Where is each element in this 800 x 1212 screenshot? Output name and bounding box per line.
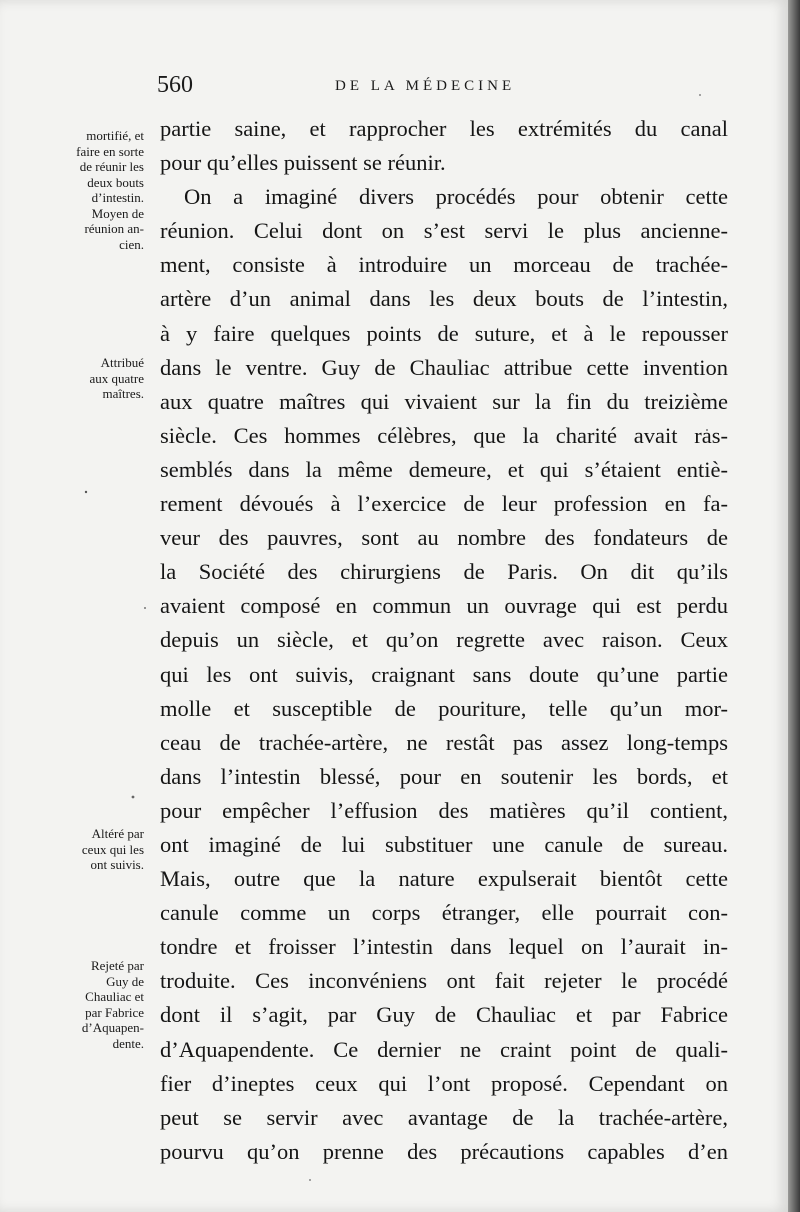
text-line: siècle. Ces hommes célèbres, que la charité avait ras- [160,422,728,448]
margin-note-line: Chauliac et [85,989,144,1004]
margin-note-line: d’Aquapen- [81,1020,144,1035]
text-line: dans l’intestin blessé, pour en soutenir les bords, et [160,763,728,789]
text-line: aux quatre maîtres qui vivaient sur la fin du treizième [160,388,728,414]
text-line: dont il s’agit, par Guy de Chauliac et par Fabrice [160,1002,728,1028]
text-line: veur des pauvres, sont au nombre des fondateurs de [160,525,728,551]
margin-note-line: aux quatre [89,370,144,386]
page-number: 560 [157,72,193,98]
text-line: rement dévoués à l’exercice de leur profession en fa- [160,491,728,517]
margin-note-line: mortifié, et [86,128,144,143]
text-line: fier d’ineptes ceux qui l’ont proposé. Cependant on [160,1070,728,1096]
text-line: canule comme un corps étranger, elle pourrait con- [160,900,728,926]
margin-note-rejete [26,958,144,1051]
margin-note-altere [26,826,144,873]
margin-note-line: Altéré par [91,826,144,841]
text-line: ont imaginé de lui substituer une canule de sureau. [160,831,728,857]
text-line: troduite. Ces inconvéniens ont fait rejeter le procédé [160,968,728,994]
margin-note-line: de réunir les [79,159,144,174]
margin-note-line: deux bouts [87,174,144,190]
margin-note-line: Moyen de [91,205,144,221]
body-text [160,112,728,1169]
margin-note-attribue [26,355,144,402]
text-line: pour empêcher l’effusion des matières qu’il contient, [160,797,728,823]
text-line: artère d’un animal dans les deux bouts de l’intestin, [160,286,728,312]
text-line: depuis un siècle, et qu’on regrette avec raison. Ceux [160,627,728,653]
text-line: pourvu qu’on prenne des précautions capables d’en [160,1138,728,1164]
margin-note-line: dente. [112,1035,144,1051]
margin-note-line: faire en sorte [76,143,144,159]
text-line: dans le ventre. Guy de Chauliac attribue cette invention [160,354,728,380]
text-line: semblés dans la même demeure, et qui s’étaient entiè- [160,456,728,482]
text-line: pour qu’elles puissent se réunir. [160,150,446,176]
margin-note-line: cien. [119,236,144,252]
page-header [0,72,788,102]
margin-note-line: maîtres. [102,386,144,401]
text-line: On a imaginé divers procédés pour obtenir cette [184,184,728,210]
page-edge [788,0,800,1212]
text-line: réunion. Celui dont on s’est servi le plus ancienne- [160,218,728,244]
text-line: qui les ont suivis, craignant sans doute qu’une partie [160,661,728,687]
running-title: DE LA MÉDECINE [335,78,516,94]
margin-note-line: Attribué [100,355,144,370]
text-line: Mais, outre que la nature expulserait bientôt cette [160,866,728,892]
margin-note-line: Rejeté par [90,958,144,973]
text-line: ment, consiste à introduire un morceau de trachée- [160,252,728,278]
text-line: ceau de trachée-artère, ne restât pas assez long-temps [160,729,728,755]
margin-note-line: ceux qui les [81,841,144,857]
text-line: d’Aquapendente. Ce dernier ne craint point de quali- [160,1036,728,1062]
text-line: peut se servir avec avantage de la trachée-artère, [160,1104,728,1130]
text-line: avaient composé en commun un ouvrage qui est perdu [160,593,728,619]
text-line: molle et susceptible de pouriture, telle qu’un mor- [160,695,728,721]
text-line: la Société des chirurgiens de Paris. On dit qu’ils [160,559,728,585]
text-line: tondre et froisser l’intestin dans lequel on l’aurait in- [160,934,728,960]
margin-note-line: Guy de [106,973,144,989]
text-line: à y faire quelques points de suture, et à le repousser [160,320,728,346]
margin-note-line: par Fabrice [85,1004,144,1020]
margin-note-line: ont suivis. [90,857,144,872]
margin-note-line: d’intestin. [91,190,144,205]
margin-note-line: réunion an- [84,221,144,236]
margin-note-reunion [26,128,144,252]
text-line: partie saine, et rapprocher les extrémités du canal [160,116,728,141]
